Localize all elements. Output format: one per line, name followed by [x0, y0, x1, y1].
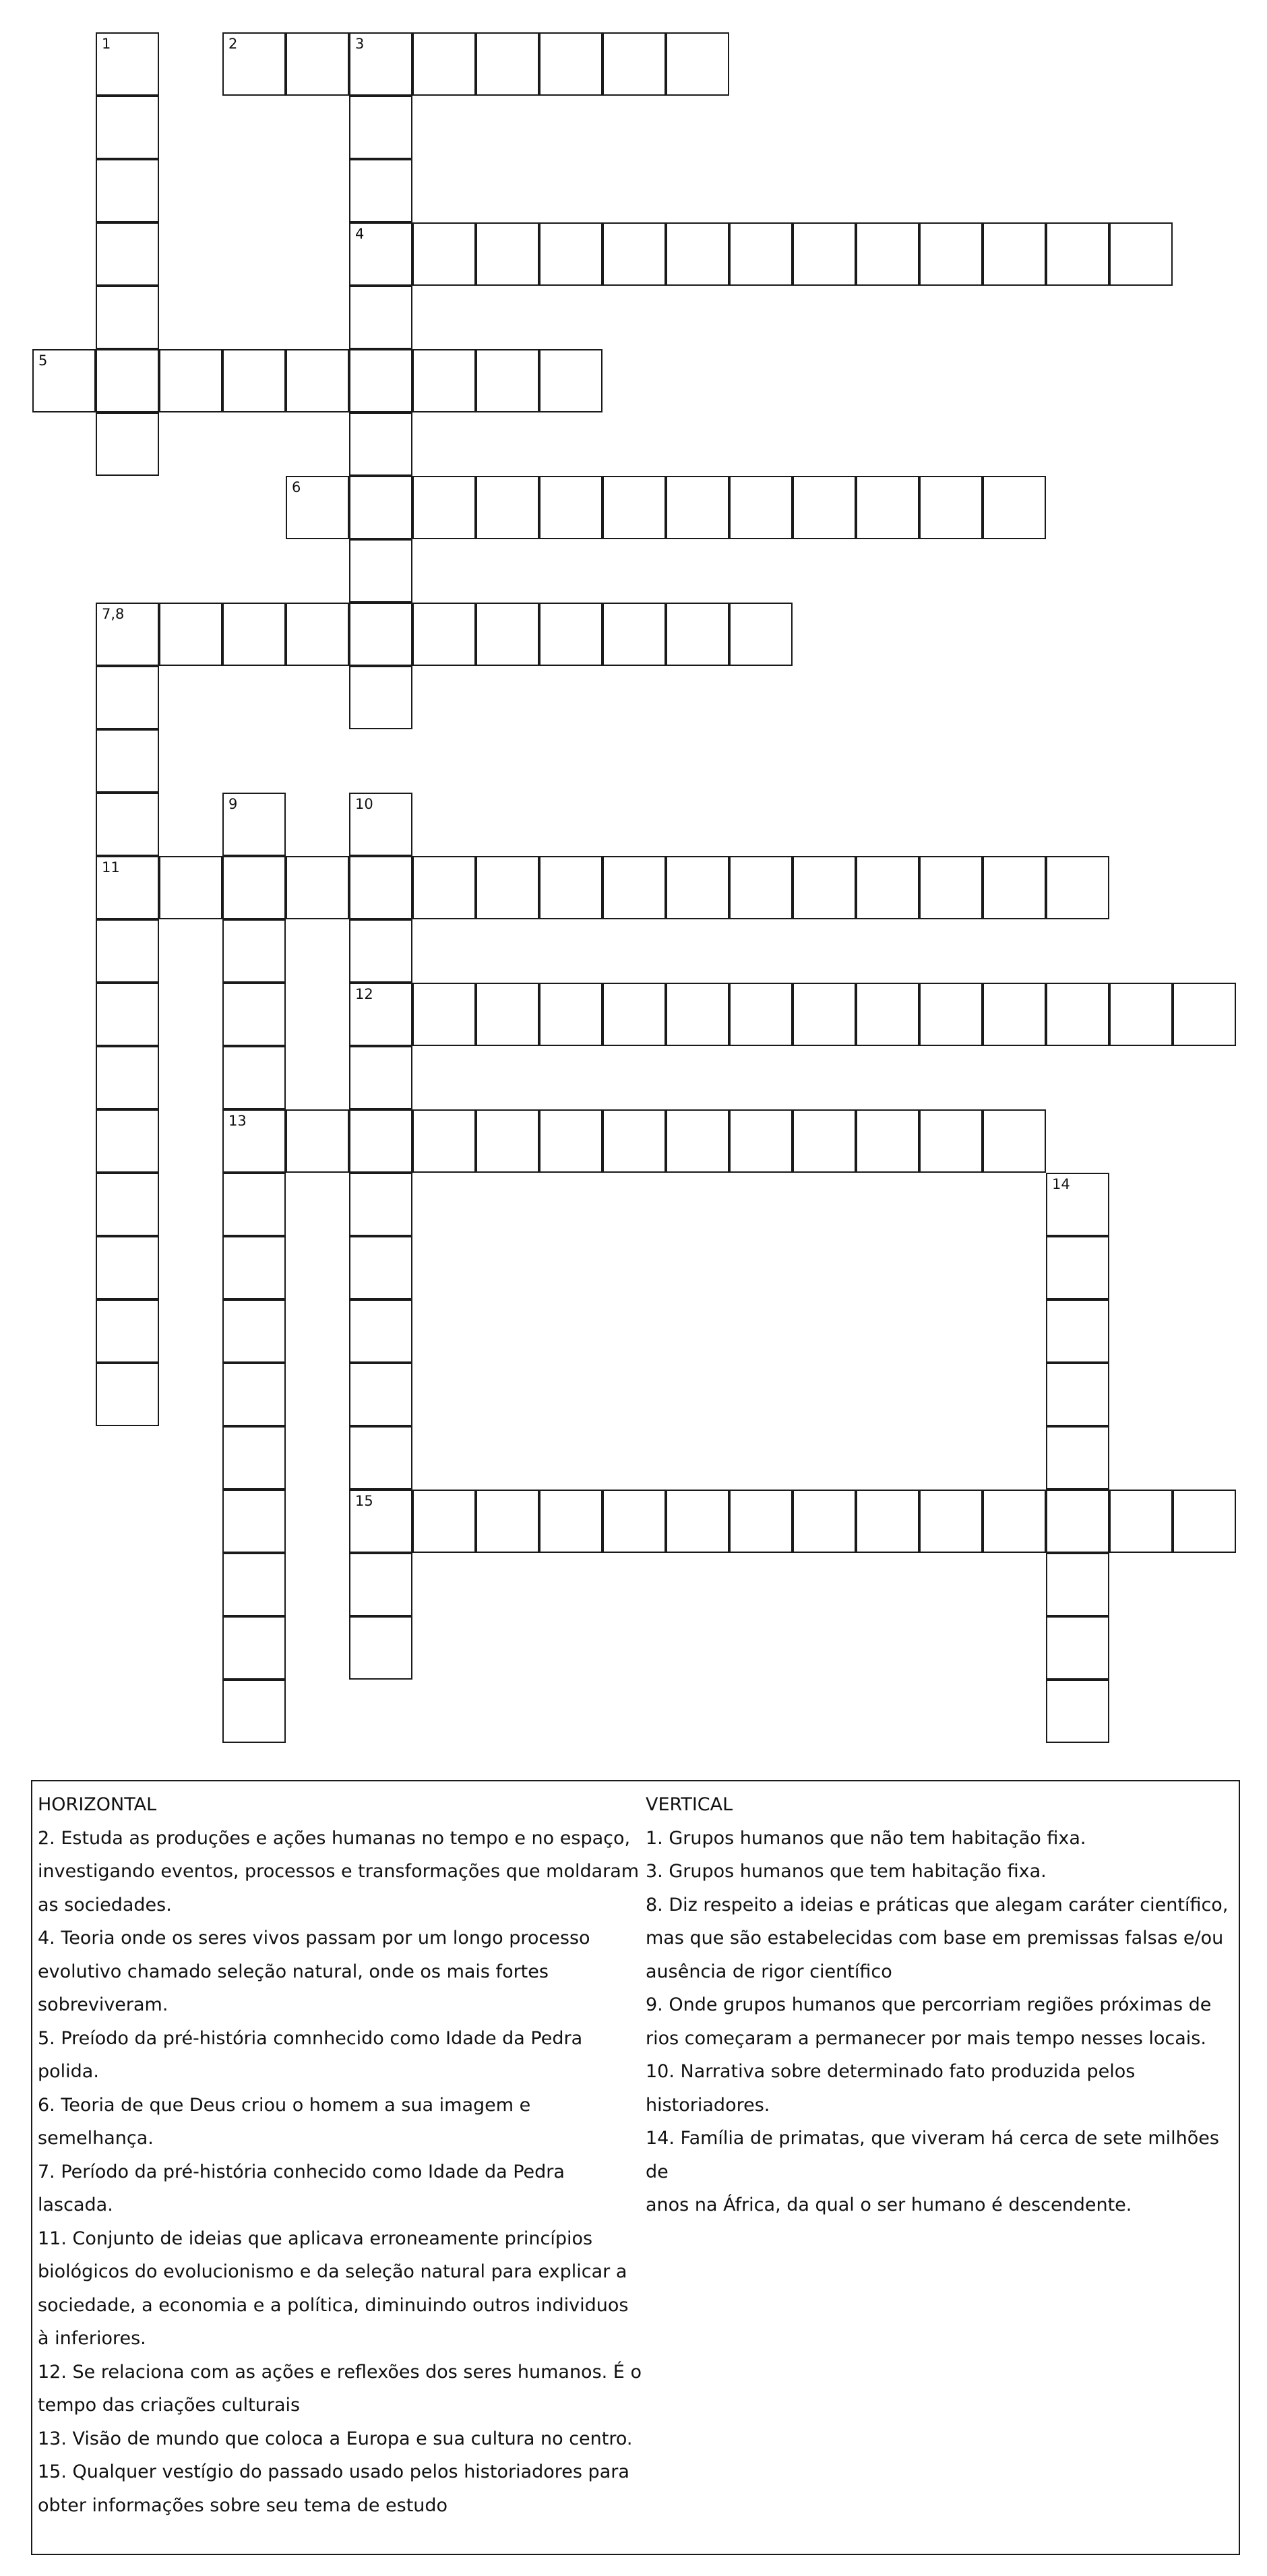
clue-line: 3. Grupos humanos que tem habitação fixa.	[646, 1861, 1047, 1882]
crossword-cell[interactable]	[983, 222, 1046, 286]
crossword-cell[interactable]	[539, 856, 602, 919]
crossword-cell[interactable]	[1046, 983, 1109, 1046]
clue-line: sociedade, a economia e a política, diminuindo outros individuos	[38, 2294, 629, 2316]
crossword-cell[interactable]	[96, 1299, 159, 1363]
crossword-cell[interactable]	[349, 1299, 412, 1363]
clue-line: sobreviveram.	[38, 1994, 168, 2015]
crossword-cell[interactable]	[539, 349, 602, 412]
crossword-cell[interactable]	[1046, 1426, 1109, 1490]
crossword-cell[interactable]	[286, 32, 349, 96]
crossword-cell[interactable]	[919, 476, 983, 539]
crossword-cell[interactable]	[602, 603, 666, 666]
crossword-cell[interactable]	[729, 983, 793, 1046]
clue-number: 2	[228, 36, 238, 52]
clue-line: evolutivo chamado seleção natural, onde os mais fortes	[38, 1961, 549, 1982]
clue-line: anos na África, da qual o ser humano é descendente.	[646, 2195, 1132, 2215]
horizontal-clues	[38, 1788, 648, 2522]
crossword-cell[interactable]	[539, 983, 602, 1046]
crossword-cell[interactable]	[32, 349, 96, 412]
crossword-cell[interactable]	[602, 222, 666, 286]
clue-line: à inferiores.	[38, 2328, 146, 2349]
crossword-cell[interactable]	[1173, 1490, 1236, 1553]
crossword-cell[interactable]	[96, 729, 159, 793]
crossword-cell[interactable]	[856, 983, 919, 1046]
crossword-cell[interactable]	[602, 856, 666, 919]
crossword-cell[interactable]	[919, 983, 983, 1046]
crossword-cell[interactable]	[539, 476, 602, 539]
crossword-cell[interactable]	[476, 222, 539, 286]
crossword-cell[interactable]	[222, 32, 286, 96]
crossword-cell[interactable]	[666, 476, 729, 539]
crossword-cell[interactable]	[96, 1236, 159, 1299]
clue-line: biológicos do evolucionismo e da seleção natural para explicar a	[38, 2261, 627, 2282]
clue-number: 5	[38, 352, 48, 369]
clue-line: mas que são estabelecidas com base em premissas falsas e/ou	[646, 1928, 1224, 1949]
crossword-cell[interactable]	[1109, 1490, 1173, 1553]
crossword-cell[interactable]	[729, 222, 793, 286]
crossword-cell[interactable]	[349, 349, 412, 412]
crossword-cell[interactable]	[1173, 983, 1236, 1046]
crossword-cell[interactable]	[96, 666, 159, 729]
crossword-cell[interactable]	[349, 1426, 412, 1490]
crossword-cell[interactable]	[793, 983, 856, 1046]
horizontal-title: HORIZONTAL	[38, 1794, 157, 1815]
crossword-cell[interactable]	[412, 1490, 476, 1553]
crossword-cell[interactable]	[1046, 1363, 1109, 1426]
crossword-cell[interactable]	[222, 1173, 286, 1236]
crossword-cell[interactable]	[222, 603, 286, 666]
crossword-cell[interactable]	[222, 1490, 286, 1553]
crossword-cell[interactable]	[222, 1616, 286, 1680]
clue-number: 12	[355, 986, 373, 1002]
crossword-cell[interactable]	[476, 349, 539, 412]
crossword-cell[interactable]	[793, 476, 856, 539]
crossword-cell[interactable]	[222, 983, 286, 1046]
crossword-cell[interactable]	[666, 1490, 729, 1553]
crossword-cell[interactable]	[222, 1553, 286, 1616]
clue-line: obter informações sobre seu tema de estudo	[38, 2494, 448, 2516]
clue-line: 14. Família de primatas, que viveram há cerca de sete milhões de	[646, 2128, 1219, 2182]
crossword-cell[interactable]	[96, 222, 159, 286]
crossword-cell[interactable]	[793, 856, 856, 919]
crossword-cell[interactable]	[1046, 1553, 1109, 1616]
crossword-cell[interactable]	[983, 1109, 1046, 1173]
crossword-cell[interactable]	[729, 1109, 793, 1173]
crossword-cell[interactable]	[602, 32, 666, 96]
clue-number: 14	[1052, 1176, 1070, 1192]
crossword-cell[interactable]	[919, 1109, 983, 1173]
crossword-cell[interactable]	[793, 1109, 856, 1173]
crossword-cell[interactable]	[286, 856, 349, 919]
crossword-cell[interactable]	[349, 1236, 412, 1299]
crossword-cell[interactable]	[96, 603, 159, 666]
crossword-cell[interactable]	[476, 1490, 539, 1553]
crossword-cell[interactable]	[96, 1109, 159, 1173]
crossword-cell[interactable]	[96, 919, 159, 983]
crossword-cell[interactable]	[983, 983, 1046, 1046]
clue-line: 13. Visão de mundo que coloca a Europa e sua cultura no centro.	[38, 2428, 633, 2449]
crossword-cell[interactable]	[476, 32, 539, 96]
clue-number: 15	[355, 1493, 373, 1509]
crossword-cell[interactable]	[1109, 983, 1173, 1046]
crossword-cell[interactable]	[1046, 1490, 1109, 1553]
crossword-cell[interactable]	[729, 1490, 793, 1553]
clue-line: semelhança.	[38, 2128, 154, 2149]
vertical-clue-list	[646, 1822, 1236, 2222]
crossword-cell[interactable]	[729, 476, 793, 539]
clue-number: 7,8	[102, 606, 125, 622]
crossword-cell[interactable]	[222, 1299, 286, 1363]
crossword-cell[interactable]	[96, 983, 159, 1046]
clue-number: 11	[102, 859, 120, 876]
crossword-cell[interactable]	[539, 1109, 602, 1173]
crossword-cell[interactable]	[222, 1046, 286, 1109]
crossword-cell[interactable]	[286, 1109, 349, 1173]
crossword-cell[interactable]	[349, 666, 412, 729]
crossword-cell[interactable]	[539, 32, 602, 96]
crossword-cell[interactable]	[476, 476, 539, 539]
crossword-cell[interactable]	[729, 856, 793, 919]
horizontal-clue-list	[38, 1822, 648, 2523]
crossword-cell[interactable]	[349, 1109, 412, 1173]
crossword-cell[interactable]	[159, 856, 222, 919]
crossword-cell[interactable]	[666, 856, 729, 919]
crossword-cell[interactable]	[222, 1236, 286, 1299]
crossword-cell[interactable]	[1046, 1236, 1109, 1299]
crossword-cell[interactable]	[412, 349, 476, 412]
clue-line: 6. Teoria de que Deus criou o homem a sua imagem e	[38, 2094, 531, 2116]
crossword-cell[interactable]	[412, 856, 476, 919]
crossword-cell[interactable]	[666, 983, 729, 1046]
crossword-cell[interactable]	[96, 96, 159, 159]
crossword-cell[interactable]	[96, 793, 159, 856]
crossword-cell[interactable]	[349, 476, 412, 539]
crossword-cell[interactable]	[412, 1109, 476, 1173]
crossword-cell[interactable]	[96, 856, 159, 919]
crossword-cell[interactable]	[222, 349, 286, 412]
crossword-cell[interactable]	[1046, 1616, 1109, 1680]
clue-number: 4	[355, 226, 365, 242]
crossword-cell[interactable]	[349, 983, 412, 1046]
clue-line: 5. Preíodo da pré-história comnhecido como Idade da Pedra	[38, 2027, 583, 2049]
crossword-cell[interactable]	[412, 476, 476, 539]
crossword-cell[interactable]	[856, 476, 919, 539]
crossword-cell[interactable]	[1046, 856, 1109, 919]
clue-number: 1	[102, 36, 111, 52]
crossword-cell[interactable]	[412, 603, 476, 666]
clue-line: 7. Período da pré-história conhecido como Idade da Pedra	[38, 2161, 565, 2182]
crossword-cell[interactable]	[96, 159, 159, 222]
crossword-cell[interactable]	[539, 222, 602, 286]
crossword-cell[interactable]	[222, 856, 286, 919]
crossword-cell[interactable]	[96, 32, 159, 96]
crossword-cell[interactable]	[476, 856, 539, 919]
crossword-cell[interactable]	[349, 856, 412, 919]
crossword-cell[interactable]	[349, 539, 412, 603]
crossword-cell[interactable]	[349, 1363, 412, 1426]
crossword-cell[interactable]	[349, 222, 412, 286]
crossword-cell[interactable]	[602, 1109, 666, 1173]
crossword-cell[interactable]	[983, 856, 1046, 919]
crossword-cell[interactable]	[159, 603, 222, 666]
crossword-cell[interactable]	[286, 476, 349, 539]
crossword-cell[interactable]	[919, 856, 983, 919]
crossword-cell[interactable]	[349, 603, 412, 666]
crossword-cell[interactable]	[349, 1553, 412, 1616]
crossword-cell[interactable]	[856, 222, 919, 286]
crossword-cell[interactable]	[96, 286, 159, 349]
clue-line: lascada.	[38, 2195, 113, 2215]
crossword-cell[interactable]	[349, 1173, 412, 1236]
clue-line: 11. Conjunto de ideias que aplicava erroneamente princípios	[38, 2228, 593, 2249]
clue-line: 9. Onde grupos humanos que percorriam regiões próximas de	[646, 1994, 1212, 2015]
crossword-cell[interactable]	[349, 159, 412, 222]
crossword-cell[interactable]	[1046, 1680, 1109, 1743]
crossword-cell[interactable]	[349, 1046, 412, 1109]
crossword-cell[interactable]	[96, 412, 159, 476]
clue-line: 10. Narrativa sobre determinado fato produzida pelos	[646, 2061, 1136, 2082]
crossword-cell[interactable]	[222, 793, 286, 856]
clue-line: 4. Teoria onde os seres vivos passam por um longo processo	[38, 1928, 590, 1949]
clue-line: 2. Estuda as produções e ações humanas no tempo e no espaço,	[38, 1827, 631, 1849]
crossword-cell[interactable]	[349, 286, 412, 349]
crossword-cell[interactable]	[412, 983, 476, 1046]
crossword-cell[interactable]	[1046, 1299, 1109, 1363]
crossword-cell[interactable]	[602, 1490, 666, 1553]
crossword-cell[interactable]	[919, 1490, 983, 1553]
crossword-cell[interactable]	[349, 96, 412, 159]
clue-line: 15. Qualquer vestígio do passado usado pelos historiadores para	[38, 2461, 629, 2482]
vertical-title: VERTICAL	[646, 1794, 733, 1815]
crossword-cell[interactable]	[349, 32, 412, 96]
clue-line: historiadores.	[646, 2094, 770, 2116]
crossword-cell[interactable]	[412, 222, 476, 286]
crossword-cell[interactable]	[793, 1490, 856, 1553]
clue-line: polida.	[38, 2061, 99, 2082]
crossword-cell[interactable]	[349, 412, 412, 476]
crossword-cell[interactable]	[222, 919, 286, 983]
crossword-cell[interactable]	[222, 1109, 286, 1173]
clue-number: 3	[355, 36, 365, 52]
crossword-cell[interactable]	[983, 476, 1046, 539]
clue-line: 12. Se relaciona com as ações e reflexões dos seres humanos. É o	[38, 2361, 642, 2383]
crossword-cell[interactable]	[602, 983, 666, 1046]
clue-line: as sociedades.	[38, 1894, 172, 1915]
crossword-cell[interactable]	[96, 349, 159, 412]
crossword-cell[interactable]	[793, 222, 856, 286]
vertical-clues	[646, 1788, 1236, 2222]
crossword-cell[interactable]	[349, 1616, 412, 1680]
crossword-cell[interactable]	[666, 222, 729, 286]
crossword-cell[interactable]	[539, 603, 602, 666]
crossword-cell[interactable]	[222, 1426, 286, 1490]
clue-number: 6	[292, 479, 301, 495]
clue-number: 10	[355, 796, 373, 812]
clue-line: tempo das criações culturais	[38, 2395, 301, 2416]
crossword-cell[interactable]	[856, 856, 919, 919]
crossword-cell[interactable]	[919, 222, 983, 286]
crossword-cell[interactable]	[983, 1490, 1046, 1553]
crossword-cell[interactable]	[856, 1109, 919, 1173]
crossword-cell[interactable]	[96, 1046, 159, 1109]
crossword-cell[interactable]	[476, 983, 539, 1046]
crossword-cell[interactable]	[476, 603, 539, 666]
crossword-cell[interactable]	[412, 32, 476, 96]
clue-line: ausência de rigor científico	[646, 1961, 892, 1982]
crossword-cell[interactable]	[349, 793, 412, 856]
crossword-cell[interactable]	[1109, 222, 1173, 286]
clue-line: 8. Diz respeito a ideias e práticas que alegam caráter científico,	[646, 1894, 1229, 1915]
crossword-cell[interactable]	[602, 476, 666, 539]
crossword-cell[interactable]	[286, 349, 349, 412]
crossword-cell[interactable]	[286, 603, 349, 666]
crossword-cell[interactable]	[349, 919, 412, 983]
crossword-cell[interactable]	[476, 1109, 539, 1173]
clue-line: rios começaram a permanecer por mais tempo nesses locais.	[646, 2027, 1206, 2049]
crossword-cell[interactable]	[666, 1109, 729, 1173]
crossword-cell[interactable]	[96, 1173, 159, 1236]
crossword-cell[interactable]	[1046, 222, 1109, 286]
clue-number: 13	[228, 1113, 247, 1129]
clue-line: investigando eventos, processos e transformações que moldaram	[38, 1861, 640, 1882]
crossword-cell[interactable]	[539, 1490, 602, 1553]
crossword-cell[interactable]	[349, 1490, 412, 1553]
crossword-cell[interactable]	[222, 1680, 286, 1743]
crossword-cell[interactable]	[222, 1363, 286, 1426]
crossword-cell[interactable]	[856, 1490, 919, 1553]
crossword-cell[interactable]	[666, 32, 729, 96]
crossword-cell[interactable]	[159, 349, 222, 412]
crossword-cell[interactable]	[666, 603, 729, 666]
crossword-cell[interactable]	[96, 1363, 159, 1426]
crossword-cell[interactable]	[729, 603, 793, 666]
crossword-cell[interactable]	[1046, 1173, 1109, 1236]
clue-line: 1. Grupos humanos que não tem habitação fixa.	[646, 1827, 1086, 1849]
clues-box	[31, 1780, 1240, 2555]
clue-number: 9	[228, 796, 238, 812]
